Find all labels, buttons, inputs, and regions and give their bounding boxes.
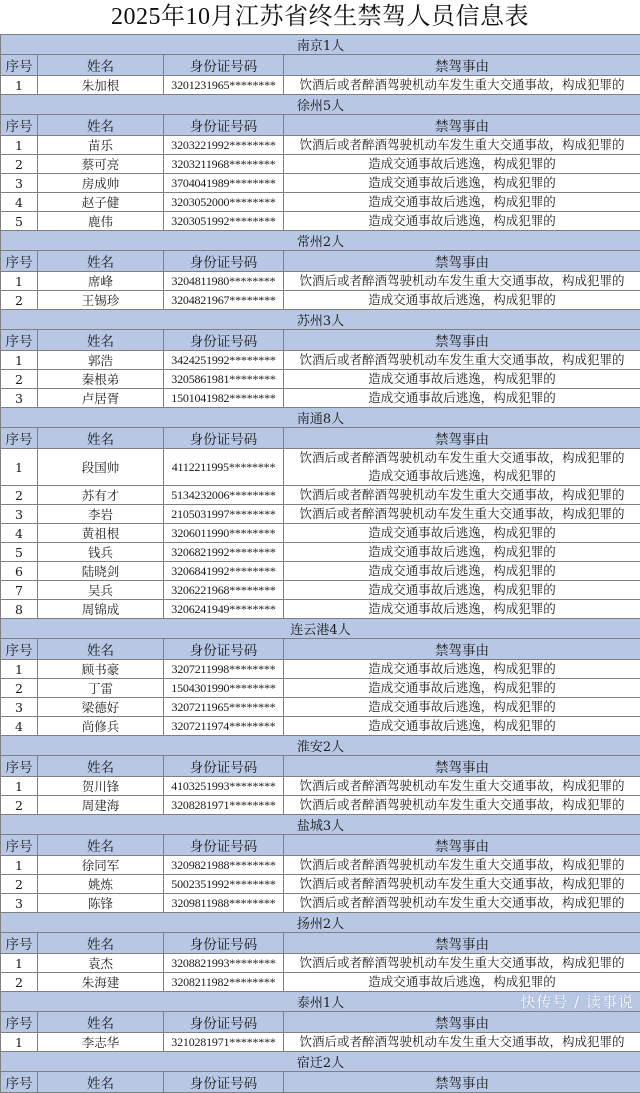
cell-reason: [284, 193, 640, 212]
cell-seq: 4: [1, 717, 38, 736]
cell-name: 徐同军: [38, 856, 164, 875]
reason-line: 饮酒后或者醉酒驾驶机动车发生重大交通事故，构成犯罪的: [284, 796, 640, 814]
reason-line: 造成交通事故后逃逸，构成犯罪的: [284, 543, 640, 561]
reason-line: 造成交通事故后逃逸，构成犯罪的: [284, 524, 640, 542]
reason-line: 饮酒后或者醉酒驾驶机动车发生重大交通事故，构成犯罪的: [284, 351, 640, 369]
cell-reason: [284, 777, 640, 796]
cell-reason: [284, 543, 640, 562]
section-city-title: 扬州2人: [1, 913, 640, 933]
cell-id-number: 4112211995********: [164, 449, 284, 486]
cell-id-number: 3208821993********: [164, 954, 284, 973]
table-row: [1, 679, 640, 698]
column-header-name: 姓名: [38, 1072, 164, 1093]
reason-line: 造成交通事故后逃逸，构成犯罪的: [284, 660, 640, 678]
cell-id-number: 3207211974********: [164, 717, 284, 736]
reason-line: 饮酒后或者醉酒驾驶机动车发生重大交通事故，构成犯罪的: [284, 856, 640, 874]
reason-line: 饮酒后或者醉酒驾驶机动车发生重大交通事故，构成犯罪的: [284, 954, 640, 972]
cell-id-number: 3704041989********: [164, 174, 284, 193]
table-row: [1, 973, 640, 992]
page-title: 2025年10月江苏省终生禁驾人员信息表: [0, 0, 640, 34]
cell-seq: 3: [1, 505, 38, 524]
cell-id-number: 3203051992********: [164, 212, 284, 231]
column-header-reason: 禁驾事由: [284, 639, 640, 660]
table-body: [1, 35, 640, 1093]
cell-name: 赵子健: [38, 193, 164, 212]
cell-seq: 7: [1, 581, 38, 600]
column-header-reason: 禁驾事由: [284, 251, 640, 272]
column-header-id: 身份证号码: [164, 756, 284, 777]
section-header-row: [1, 408, 640, 428]
reason-line: 造成交通事故后逃逸，构成犯罪的: [284, 600, 640, 618]
column-header-id: 身份证号码: [164, 933, 284, 954]
table-row: [1, 954, 640, 973]
cell-seq: 2: [1, 796, 38, 815]
section-header-row: [1, 231, 640, 251]
reason-line: 饮酒后或者醉酒驾驶机动车发生重大交通事故，构成犯罪的: [284, 449, 640, 467]
cell-reason: [284, 389, 640, 408]
cell-id-number: 3424251992********: [164, 351, 284, 370]
cell-seq: 2: [1, 155, 38, 174]
section-city-title: 苏州3人: [1, 310, 640, 330]
column-header-row: [1, 835, 640, 856]
column-header-row: [1, 251, 640, 272]
cell-seq: 1: [1, 856, 38, 875]
column-header-name: 姓名: [38, 55, 164, 76]
column-header-name: 姓名: [38, 251, 164, 272]
cell-reason: [284, 856, 640, 875]
column-header-name: 姓名: [38, 835, 164, 856]
column-header-seq: 序号: [1, 835, 38, 856]
cell-id-number: 3206821992********: [164, 543, 284, 562]
cell-name: 席峰: [38, 272, 164, 291]
cell-seq: 1: [1, 351, 38, 370]
cell-seq: 2: [1, 679, 38, 698]
table-row: [1, 875, 640, 894]
table-row: [1, 543, 640, 562]
column-header-id: 身份证号码: [164, 55, 284, 76]
table-row: [1, 272, 640, 291]
cell-name: 秦根弟: [38, 370, 164, 389]
table-row: [1, 660, 640, 679]
cell-seq: 2: [1, 370, 38, 389]
column-header-name: 姓名: [38, 933, 164, 954]
section-city-title: 南通8人: [1, 408, 640, 428]
cell-name: 顾书豪: [38, 660, 164, 679]
table-row: [1, 698, 640, 717]
table-row: [1, 524, 640, 543]
section-city-title: 南京1人: [1, 35, 640, 55]
cell-id-number: 3210281971********: [164, 1033, 284, 1052]
cell-seq: 1: [1, 954, 38, 973]
table-row: [1, 351, 640, 370]
cell-id-number: 3206011990********: [164, 524, 284, 543]
cell-name: 丁雷: [38, 679, 164, 698]
column-header-name: 姓名: [38, 330, 164, 351]
section-city-title: 连云港4人: [1, 619, 640, 639]
section-city-title: 宿迁2人: [1, 1052, 640, 1072]
column-header-name: 姓名: [38, 115, 164, 136]
column-header-row: [1, 115, 640, 136]
cell-id-number: 1504301990********: [164, 679, 284, 698]
cell-id-number: 3206841992********: [164, 562, 284, 581]
table-row: [1, 894, 640, 913]
cell-reason: [284, 717, 640, 736]
cell-reason: [284, 155, 640, 174]
column-header-reason: 禁驾事由: [284, 330, 640, 351]
cell-seq: 5: [1, 212, 38, 231]
cell-name: 苏有才: [38, 486, 164, 505]
column-header-seq: 序号: [1, 55, 38, 76]
cell-id-number: 5134232006********: [164, 486, 284, 505]
table-row: [1, 449, 640, 486]
reason-line: 造成交通事故后逃逸，构成犯罪的: [284, 467, 640, 485]
section-header-row: [1, 736, 640, 756]
column-header-seq: 序号: [1, 428, 38, 449]
cell-id-number: 3206241949********: [164, 600, 284, 619]
cell-seq: 1: [1, 272, 38, 291]
column-header-reason: 禁驾事由: [284, 835, 640, 856]
cell-name: 袁杰: [38, 954, 164, 973]
cell-name: 王锡珍: [38, 291, 164, 310]
reason-line: 造成交通事故后逃逸，构成犯罪的: [284, 698, 640, 716]
cell-id-number: 3206221968********: [164, 581, 284, 600]
cell-id-number: 2105031997********: [164, 505, 284, 524]
table-row: [1, 136, 640, 155]
table-row: [1, 174, 640, 193]
cell-reason: [284, 660, 640, 679]
table-row: [1, 600, 640, 619]
column-header-reason: 禁驾事由: [284, 1072, 640, 1093]
cell-id-number: 3209821988********: [164, 856, 284, 875]
column-header-id: 身份证号码: [164, 251, 284, 272]
reason-line: 造成交通事故后逃逸，构成犯罪的: [284, 973, 640, 991]
cell-reason: [284, 76, 640, 95]
cell-reason: [284, 212, 640, 231]
cell-name: 李志华: [38, 1033, 164, 1052]
cell-reason: [284, 562, 640, 581]
cell-id-number: 3204821967********: [164, 291, 284, 310]
cell-reason: [284, 1033, 640, 1052]
cell-reason: [284, 174, 640, 193]
column-header-reason: 禁驾事由: [284, 55, 640, 76]
cell-seq: 3: [1, 389, 38, 408]
cell-reason: [284, 351, 640, 370]
cell-seq: 1: [1, 449, 38, 486]
cell-seq: 8: [1, 600, 38, 619]
table-row: [1, 486, 640, 505]
cell-reason: [284, 291, 640, 310]
cell-name: 苗乐: [38, 136, 164, 155]
cell-name: 梁德好: [38, 698, 164, 717]
cell-id-number: 4103251993********: [164, 777, 284, 796]
section-header-row: [1, 619, 640, 639]
cell-reason: [284, 679, 640, 698]
cell-reason: [284, 486, 640, 505]
cell-seq: 2: [1, 291, 38, 310]
cell-name: 周锦成: [38, 600, 164, 619]
column-header-name: 姓名: [38, 639, 164, 660]
section-header-row: [1, 95, 640, 115]
cell-reason: [284, 954, 640, 973]
section-city-title: 泰州1人: [1, 992, 640, 1012]
reason-line: 饮酒后或者醉酒驾驶机动车发生重大交通事故，构成犯罪的: [284, 272, 640, 290]
section-header-row: [1, 815, 640, 835]
cell-seq: 3: [1, 174, 38, 193]
cell-name: 朱海建: [38, 973, 164, 992]
cell-reason: [284, 875, 640, 894]
cell-seq: 4: [1, 193, 38, 212]
reason-line: 造成交通事故后逃逸，构成犯罪的: [284, 389, 640, 407]
cell-seq: 1: [1, 76, 38, 95]
table-row: [1, 76, 640, 95]
cell-seq: 3: [1, 698, 38, 717]
section-header-row: [1, 310, 640, 330]
cell-name: 黄祖根: [38, 524, 164, 543]
cell-seq: 2: [1, 486, 38, 505]
column-header-seq: 序号: [1, 330, 38, 351]
cell-name: 房成帅: [38, 174, 164, 193]
cell-id-number: 3203221992********: [164, 136, 284, 155]
cell-seq: 1: [1, 1033, 38, 1052]
cell-id-number: 3207211965********: [164, 698, 284, 717]
table-row: [1, 717, 640, 736]
table-row: [1, 193, 640, 212]
reason-line: 造成交通事故后逃逸，构成犯罪的: [284, 679, 640, 697]
table-row: [1, 1033, 640, 1052]
column-header-id: 身份证号码: [164, 1072, 284, 1093]
reason-line: 造成交通事故后逃逸，构成犯罪的: [284, 581, 640, 599]
cell-name: 段国帅: [38, 449, 164, 486]
cell-seq: 2: [1, 973, 38, 992]
column-header-row: [1, 1072, 640, 1093]
table-row: [1, 796, 640, 815]
cell-id-number: 3201231965********: [164, 76, 284, 95]
column-header-row: [1, 330, 640, 351]
section-header-row: [1, 35, 640, 55]
cell-id-number: 3203211968********: [164, 155, 284, 174]
cell-reason: [284, 370, 640, 389]
section-header-row: [1, 1052, 640, 1072]
cell-reason: [284, 600, 640, 619]
column-header-row: [1, 55, 640, 76]
cell-reason: [284, 449, 640, 486]
reason-line: 造成交通事故后逃逸，构成犯罪的: [284, 562, 640, 580]
column-header-id: 身份证号码: [164, 330, 284, 351]
cell-seq: 1: [1, 777, 38, 796]
cell-name: 尚修兵: [38, 717, 164, 736]
cell-id-number: 1501041982********: [164, 389, 284, 408]
cell-name: 郭浩: [38, 351, 164, 370]
cell-id-number: 3209811988********: [164, 894, 284, 913]
reason-line: 造成交通事故后逃逸，构成犯罪的: [284, 155, 640, 173]
reason-line: 饮酒后或者醉酒驾驶机动车发生重大交通事故，构成犯罪的: [284, 894, 640, 912]
table-row: [1, 581, 640, 600]
reason-line: 饮酒后或者醉酒驾驶机动车发生重大交通事故，构成犯罪的: [284, 777, 640, 795]
column-header-reason: 禁驾事由: [284, 933, 640, 954]
table-row: [1, 389, 640, 408]
cell-name: 陈锋: [38, 894, 164, 913]
column-header-id: 身份证号码: [164, 639, 284, 660]
column-header-seq: 序号: [1, 115, 38, 136]
table-row: [1, 777, 640, 796]
watermark: 快传号 / 读事说: [520, 991, 634, 1012]
column-header-name: 姓名: [38, 1012, 164, 1033]
section-city-title: 徐州5人: [1, 95, 640, 115]
reason-line: 饮酒后或者醉酒驾驶机动车发生重大交通事故，构成犯罪的: [284, 76, 640, 94]
cell-id-number: 5002351992********: [164, 875, 284, 894]
column-header-id: 身份证号码: [164, 1012, 284, 1033]
table-row: [1, 370, 640, 389]
section-city-title: 淮安2人: [1, 736, 640, 756]
reason-line: 造成交通事故后逃逸，构成犯罪的: [284, 193, 640, 211]
table-row: [1, 291, 640, 310]
table-row: [1, 562, 640, 581]
cell-name: 卢居胥: [38, 389, 164, 408]
cell-id-number: 3203052000********: [164, 193, 284, 212]
cell-name: 鹿伟: [38, 212, 164, 231]
cell-seq: 4: [1, 524, 38, 543]
cell-name: 钱兵: [38, 543, 164, 562]
cell-name: 蔡可亮: [38, 155, 164, 174]
cell-reason: [284, 272, 640, 291]
cell-id-number: 3205861981********: [164, 370, 284, 389]
cell-reason: [284, 973, 640, 992]
cell-seq: 5: [1, 543, 38, 562]
column-header-reason: 禁驾事由: [284, 428, 640, 449]
cell-seq: 1: [1, 660, 38, 679]
column-header-seq: 序号: [1, 251, 38, 272]
cell-id-number: 3207211998********: [164, 660, 284, 679]
column-header-row: [1, 933, 640, 954]
column-header-reason: 禁驾事由: [284, 756, 640, 777]
cell-seq: 3: [1, 894, 38, 913]
column-header-seq: 序号: [1, 933, 38, 954]
column-header-reason: 禁驾事由: [284, 115, 640, 136]
column-header-reason: 禁驾事由: [284, 1012, 640, 1033]
cell-reason: [284, 581, 640, 600]
column-header-id: 身份证号码: [164, 115, 284, 136]
cell-reason: [284, 136, 640, 155]
table-row: [1, 212, 640, 231]
reason-line: 饮酒后或者醉酒驾驶机动车发生重大交通事故，构成犯罪的: [284, 486, 640, 504]
banned-drivers-table: [0, 34, 640, 1093]
cell-name: 陆晓剑: [38, 562, 164, 581]
cell-name: 周建海: [38, 796, 164, 815]
reason-line: 造成交通事故后逃逸，构成犯罪的: [284, 212, 640, 230]
reason-line: 饮酒后或者醉酒驾驶机动车发生重大交通事故，构成犯罪的: [284, 1033, 640, 1051]
reason-line: 饮酒后或者醉酒驾驶机动车发生重大交通事故，构成犯罪的: [284, 136, 640, 154]
cell-name: 李岩: [38, 505, 164, 524]
reason-line: 造成交通事故后逃逸，构成犯罪的: [284, 370, 640, 388]
cell-name: 贺川锋: [38, 777, 164, 796]
cell-seq: 1: [1, 136, 38, 155]
cell-reason: [284, 524, 640, 543]
column-header-seq: 序号: [1, 639, 38, 660]
column-header-name: 姓名: [38, 756, 164, 777]
cell-name: 朱加根: [38, 76, 164, 95]
column-header-seq: 序号: [1, 1072, 38, 1093]
cell-id-number: 3208211982********: [164, 973, 284, 992]
cell-id-number: 3204811980********: [164, 272, 284, 291]
table-row: [1, 505, 640, 524]
table-row: [1, 856, 640, 875]
reason-line: 造成交通事故后逃逸，构成犯罪的: [284, 174, 640, 192]
column-header-seq: 序号: [1, 756, 38, 777]
reason-line: 造成交通事故后逃逸，构成犯罪的: [284, 717, 640, 735]
column-header-row: [1, 639, 640, 660]
column-header-row: [1, 428, 640, 449]
cell-name: 姚炼: [38, 875, 164, 894]
cell-seq: 2: [1, 875, 38, 894]
cell-reason: [284, 894, 640, 913]
column-header-id: 身份证号码: [164, 835, 284, 856]
reason-line: 造成交通事故后逃逸，构成犯罪的: [284, 291, 640, 309]
reason-line: 饮酒后或者醉酒驾驶机动车发生重大交通事故，构成犯罪的: [284, 875, 640, 893]
table-row: [1, 155, 640, 174]
cell-reason: [284, 796, 640, 815]
reason-line: 饮酒后或者醉酒驾驶机动车发生重大交通事故，构成犯罪的: [284, 505, 640, 523]
section-city-title: 常州2人: [1, 231, 640, 251]
cell-reason: [284, 698, 640, 717]
cell-seq: 6: [1, 562, 38, 581]
section-city-title: 盐城3人: [1, 815, 640, 835]
column-header-row: [1, 756, 640, 777]
section-header-row: [1, 913, 640, 933]
column-header-seq: 序号: [1, 1012, 38, 1033]
column-header-row: [1, 1012, 640, 1033]
cell-name: 吴兵: [38, 581, 164, 600]
column-header-id: 身份证号码: [164, 428, 284, 449]
cell-id-number: 3208281971********: [164, 796, 284, 815]
cell-reason: [284, 505, 640, 524]
column-header-name: 姓名: [38, 428, 164, 449]
